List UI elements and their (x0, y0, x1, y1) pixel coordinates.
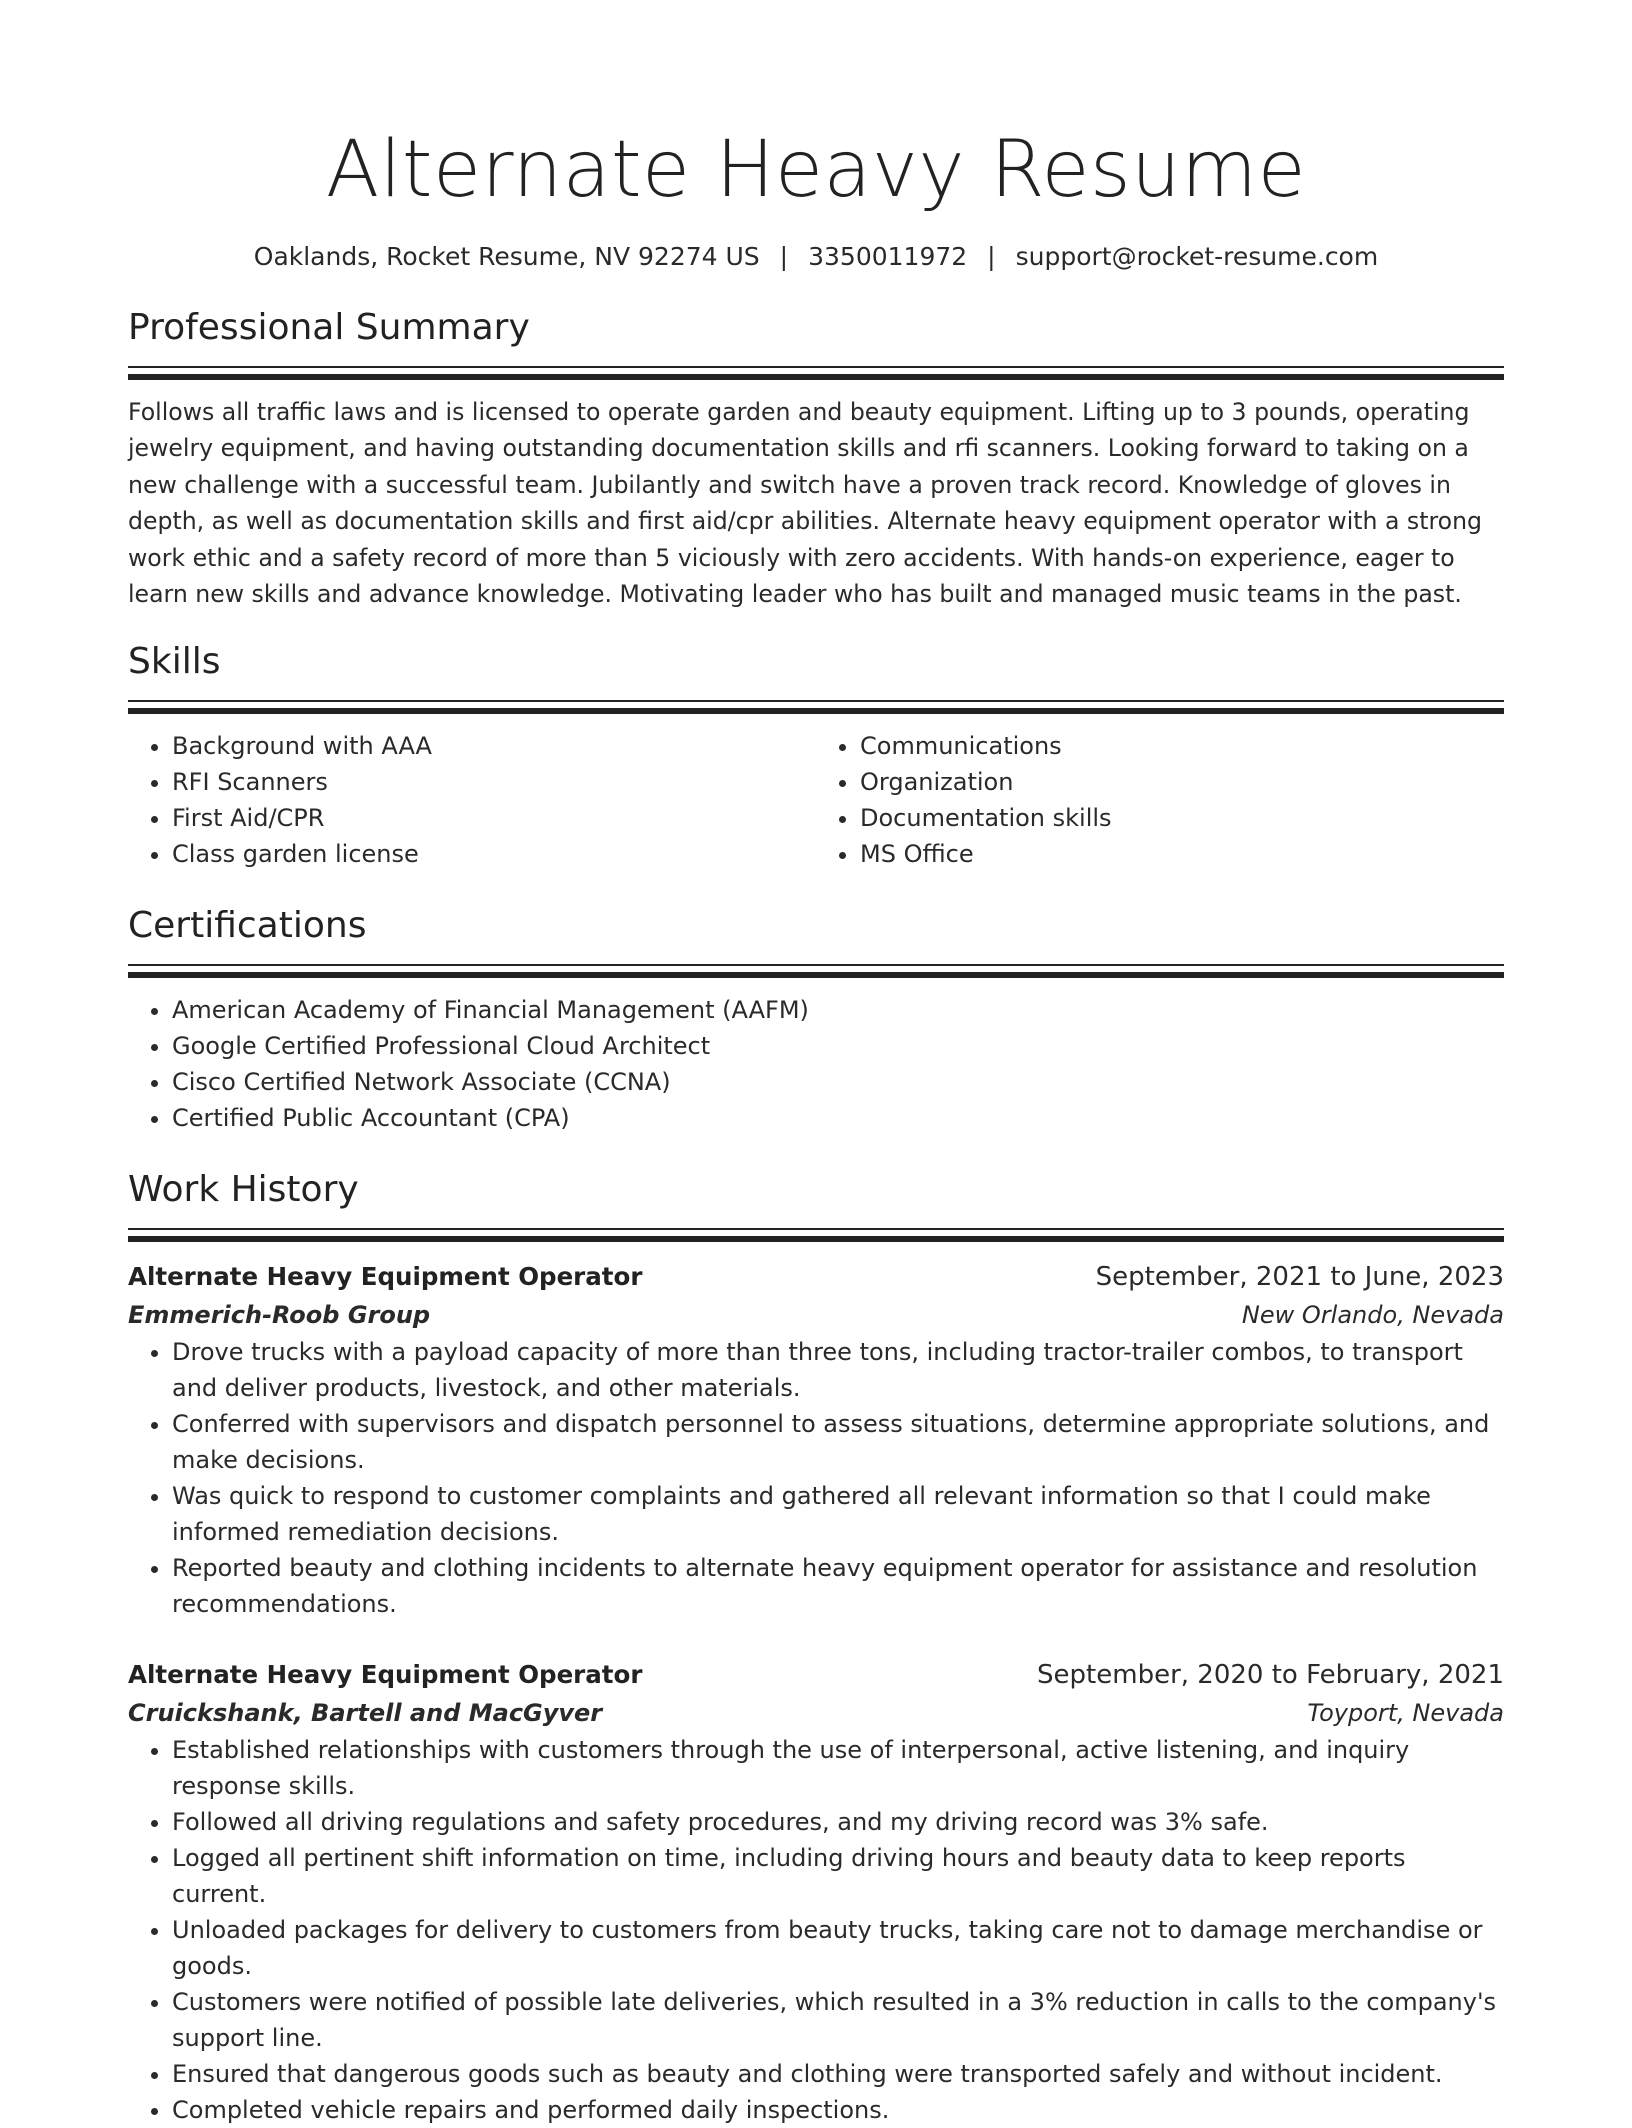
contact-address: Oaklands, Rocket Resume, NV 92274 US (253, 242, 760, 271)
work-history-section (128, 1166, 1504, 2128)
section-divider (128, 1228, 1504, 1242)
section-divider (128, 964, 1504, 978)
contact-line (128, 240, 1504, 274)
job-duty: • Reported beauty and clothing incidents to alternate heavy equipment operator for assistance and resolution recommendations. (172, 1550, 1504, 1622)
job-company: Emmerich-Roob Group (128, 1301, 431, 1330)
job-entry (128, 1656, 1504, 2128)
summary-text: Follows all traffic laws and is licensed to operate garden and beauty equipment. Lifting up to 3 pounds, operating jewelry equipment, and having outstanding documentation skills and rfi scanners. Looking forward to taking on a new challenge with a successful team. Jubilantly and switch have a proven track record. Knowledge of gloves in depth, as well as documentation skills and first aid/cpr abilities. Alternate heavy equipment operator with a strong work ethic and a safety record of more than 5 viciously with zero accidents. With hands-on experience, eager to learn new skills and advance knowledge. Motivating leader who has built and managed music teams in the past. (128, 398, 1483, 609)
job-title: Alternate Heavy Equipment Operator (128, 1262, 643, 1292)
skill-item: • MS Office (860, 836, 1504, 872)
contact-phone: 3350011972 (808, 242, 968, 271)
certification-item: • Cisco Certified Network Associate (CCNA) (172, 1064, 1504, 1100)
skill-item: • Background with AAA (172, 728, 816, 764)
job-header (128, 1258, 1504, 1296)
job-duty: • Unloaded packages for delivery to customers from beauty trucks, taking care not to damage merchandise or goods. (172, 1912, 1504, 1984)
certification-item: • Certified Public Accountant (CPA) (172, 1100, 1504, 1136)
skills-right-list (816, 728, 1504, 872)
job-duty: • Was quick to respond to customer complaints and gathered all relevant information so that I could make informed remediation decisions. (172, 1478, 1504, 1550)
skill-item: • Documentation skills (860, 800, 1504, 836)
skill-item: • Class garden license (172, 836, 816, 872)
certification-item: • American Academy of Financial Management (AAFM) (172, 992, 1504, 1028)
skills-grid (128, 728, 1504, 872)
certification-item: • Google Certified Professional Cloud Architect (172, 1028, 1504, 1064)
job-dates: September, 2020 to February, 2021 (1037, 1660, 1504, 1691)
job-subheader (128, 1296, 1504, 1334)
job-dates: September, 2021 to June, 2023 (1095, 1262, 1504, 1293)
summary-section (128, 304, 1504, 612)
job-subheader (128, 1694, 1504, 1732)
resume-name: Alternate Heavy Resume (325, 125, 1307, 215)
certifications-list (128, 992, 1504, 1136)
job-location: Toyport, Nevada (1307, 1699, 1504, 1728)
certifications-section (128, 902, 1504, 1136)
skills-section (128, 638, 1504, 872)
work-history-heading: Work History (128, 1169, 359, 1211)
skills-heading: Skills (128, 641, 221, 683)
job-duty: • Logged all pertinent shift information on time, including driving hours and beauty data to keep reports current. (172, 1840, 1504, 1912)
contact-email: support@rocket-resume.com (1015, 242, 1379, 271)
job-location: New Orlando, Nevada (1241, 1301, 1504, 1330)
job-duty: • Ensured that dangerous goods such as beauty and clothing were transported safely and without incident. (172, 2056, 1504, 2092)
contact-separator: | (779, 242, 789, 271)
job-duty: • Customers were notified of possible late deliveries, which resulted in a 3% reduction in calls to the company's support line. (172, 1984, 1504, 2056)
job-header (128, 1656, 1504, 1694)
summary-heading: Professional Summary (128, 307, 530, 348)
job-duty: • Followed all driving regulations and safety procedures, and my driving record was 3% safe. (172, 1804, 1504, 1840)
section-divider (128, 700, 1504, 714)
skills-left-list (128, 728, 816, 872)
job-duties-list (128, 1732, 1504, 2128)
contact-separator: | (987, 242, 996, 271)
job-duty: • Established relationships with customers through the use of interpersonal, active listening, and inquiry response skills. (172, 1732, 1504, 1804)
job-duty: • Drove trucks with a payload capacity of more than three tons, including tractor-trailer combos, to transport and deliver products, livestock, and other materials. (172, 1334, 1504, 1406)
job-duty: • Completed vehicle repairs and performed daily inspections. (172, 2092, 1504, 2128)
job-company: Cruickshank, Bartell and MacGyver (128, 1699, 603, 1728)
job-duties-list (128, 1334, 1504, 1622)
skill-item: • Organization (860, 764, 1504, 800)
certifications-heading: Certifications (128, 905, 367, 947)
section-divider (128, 366, 1504, 380)
job-duty: • Conferred with supervisors and dispatch personnel to assess situations, determine appropriate solutions, and make decisions. (172, 1406, 1504, 1478)
skill-item: • Communications (860, 728, 1504, 764)
job-title: Alternate Heavy Equipment Operator (128, 1660, 643, 1690)
skill-item: • First Aid/CPR (172, 800, 816, 836)
job-entry (128, 1258, 1504, 1622)
skill-item: • RFI Scanners (172, 764, 816, 800)
